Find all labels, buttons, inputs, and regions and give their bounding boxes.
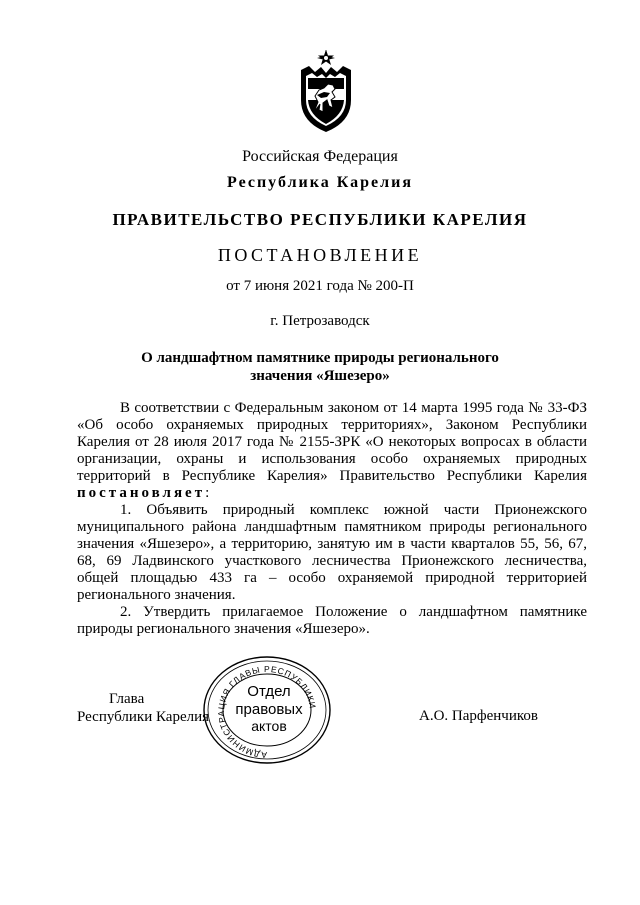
document-body: [77, 400, 587, 638]
preamble-paragraph: [77, 400, 587, 502]
government-name: ПРАВИТЕЛЬСТВО РЕСПУБЛИКИ КАРЕЛИЯ: [112, 210, 528, 229]
document-date-number: от 7 июня 2021 года № 200-П: [226, 278, 414, 294]
document-city: г. Петрозаводск: [270, 313, 370, 329]
decree-colon: :: [205, 485, 210, 501]
signatory-title: [77, 690, 209, 726]
item-1-paragraph: 1. Объявить природный комплекс южной части Прионежского муниципального района ландшафтным памятником природы регионального значения «Яшезеро», а территорию, занятую им в части кварталов 55, 56, 67, 68, 69 Ладвинского участкового лесничества Прионежского лесничества, общей площадью 433 га – особо охраняемой природной территорией регионального значения.: [77, 502, 587, 603]
stamp-line-1: Отдел: [247, 683, 291, 700]
republic-name: Республика Карелия: [227, 174, 413, 191]
stamp-ring-text: АДМИНИСТРАЦИЯ ГЛАВЫ РЕСПУБЛИКИ: [215, 663, 319, 761]
stamp-line-2: правовых: [235, 701, 303, 718]
signatory-name: А.О. Парфенчиков: [419, 708, 538, 724]
signatory-title-line-2: Республики Карелия: [77, 709, 210, 725]
karelia-coat-of-arms-icon: [297, 50, 355, 134]
subject-line-1: О ландшафтном памятнике природы регионального: [141, 350, 499, 366]
signatory-title-line-1: Глава: [109, 691, 145, 707]
preamble-text: В соответствии с Федеральным законом от 14 марта 1995 года № 33-ФЗ «Об особо охраняемых природных территориях», Законом Республики Карелия от 28 июля 2017 года № 2155-ЗРК «О некоторых вопросах в области организации, охраны и использования особо охраняемых природных территорий в Республике Карелия» Правительство Республики Карелия: [77, 400, 587, 484]
item-2-paragraph: 2. Утвердить прилагаемое Положение о ландшафтном памятнике природы регионального значения «Яшезеро».: [77, 604, 587, 637]
document-subject: [0, 349, 640, 385]
round-seal-icon: [200, 654, 334, 766]
stamp-line-3: актов: [251, 718, 287, 734]
subject-line-2: значения «Яшезеро»: [250, 368, 390, 384]
document-type: ПОСТАНОВЛЕНИЕ: [217, 245, 423, 265]
country-name: Российская Федерация: [242, 148, 398, 165]
decree-word: постановляет: [77, 485, 206, 501]
